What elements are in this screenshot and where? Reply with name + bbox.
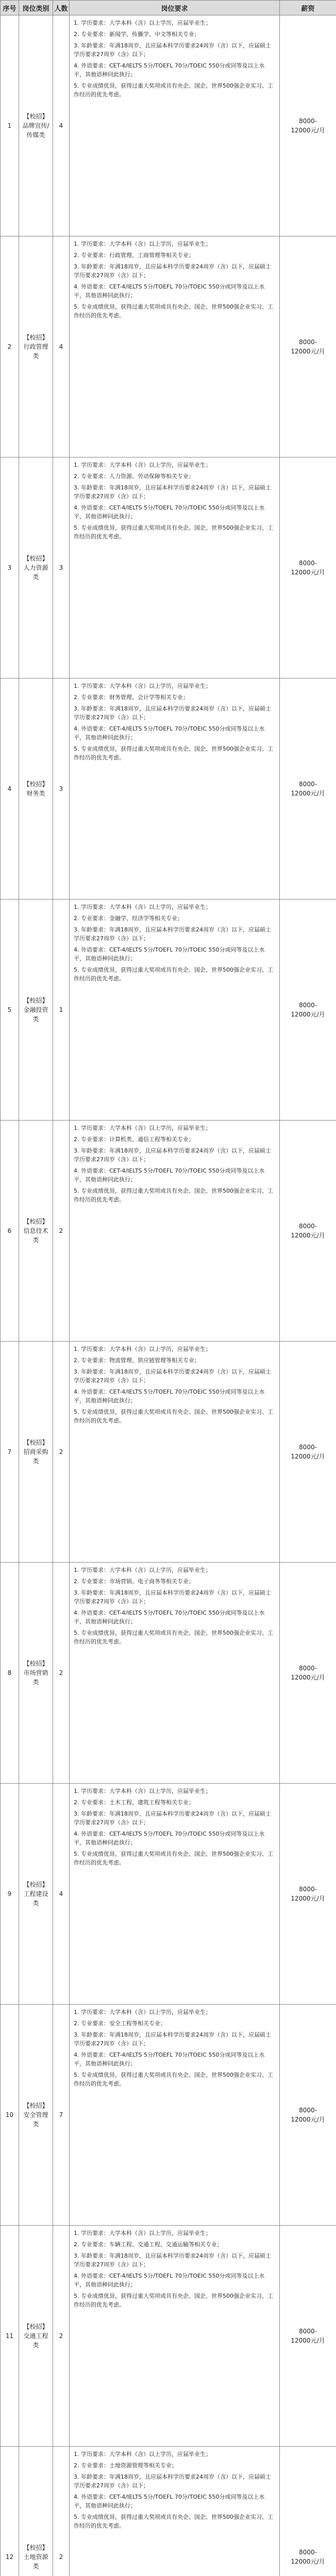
requirement-item: 3. 年龄要求：年满18周岁，且应届本科学历要求24周岁（含）以下，应届硕士学历要求27周岁（含）以下； — [74, 926, 271, 942]
row-seq: 12 — [1, 2447, 19, 2576]
requirement-item: 2. 专业要求：土地资源管理等相关专业； — [74, 2462, 177, 2469]
table-row — [1, 900, 336, 1121]
row-requirements — [70, 900, 280, 1121]
row-count: 2 — [53, 2447, 70, 2576]
row-category: 【校招】 信息技术 类 — [19, 1121, 53, 1342]
row-salary: 8000- 12000元/月 — [280, 2005, 336, 2226]
row-category: 【校招】 土地资源 类 — [19, 2447, 53, 2576]
table-row — [1, 457, 336, 679]
requirement-item: 3. 年龄要求：年满18周岁，且应届本科学历要求24周岁（含）以下，应届硕士学历要求27周岁（含）以下； — [74, 484, 271, 500]
requirement-item: 1. 学历要求：大学本科（含）以上学历，应届毕业生； — [74, 2009, 211, 2015]
row-category: 【校招】 品牌宣传/ 传媒类 — [19, 15, 53, 236]
requirement-item: 2. 专业要求：土木工程、建筑工程等相关专业； — [74, 1799, 194, 1806]
row-salary: 8000- 12000元/月 — [280, 2447, 336, 2576]
requirement-item: 4. 外语要求：CET-4/IELTS 5分/TOEFL 70分/TOEIC 550分或同等及以上水平，其他语种同此执行； — [74, 1831, 265, 1846]
row-count: 3 — [53, 457, 70, 679]
row-salary: 8000- 12000元/月 — [280, 457, 336, 679]
row-count: 2 — [53, 1121, 70, 1342]
requirement-item: 4. 外语要求：CET-4/IELTS 5分/TOEFL 70分/TOEIC 550分或同等及以上水平，其他语种同此执行； — [74, 1167, 265, 1183]
requirement-item: 1. 学历要求：大学本科（含）以上学历，应届毕业生； — [74, 1125, 211, 1131]
requirement-item: 5. 专业成绩优异，获得过重大奖项或具有央企、国企、世界500强企业实习、工作经历的优先考虑。 — [74, 1409, 273, 1425]
row-seq: 1 — [1, 15, 19, 236]
requirement-item: 4. 外语要求：CET-4/IELTS 5分/TOEFL 70分/TOEIC 550分或同等及以上水平，其他语种同此执行； — [74, 946, 265, 962]
requirement-item: 3. 年龄要求：年满18周岁，且应届本科学历要求24周岁（含）以下，应届硕士学历要求27周岁（含）以下； — [74, 705, 271, 721]
row-salary: 8000- 12000元/月 — [280, 236, 336, 457]
row-count: 4 — [53, 1784, 70, 2005]
requirement-item: 5. 专业成绩优异，获得过重大奖项或具有央企、国企、世界500强企业实习、工作经历的优先考虑。 — [74, 967, 273, 982]
row-salary: 8000- 12000元/月 — [280, 2226, 336, 2447]
row-requirements — [70, 2447, 280, 2576]
row-seq: 4 — [1, 679, 19, 900]
requirement-item: 5. 专业成绩优异，获得过重大奖项或具有央企、国企、世界500强企业实习、工作经历的优先考虑。 — [74, 2514, 273, 2530]
row-seq: 8 — [1, 1563, 19, 1784]
requirement-item: 2. 专业要求：车辆工程、交通工程、交通运输等相关专业； — [74, 2241, 223, 2248]
requirement-item: 4. 外语要求：CET-4/IELTS 5分/TOEFL 70分/TOEIC 550分或同等及以上水平，其他语种同此执行； — [74, 2052, 265, 2067]
requirement-item: 4. 外语要求：CET-4/IELTS 5分/TOEFL 70分/TOEIC 550分或同等及以上水平，其他语种同此执行； — [74, 2494, 265, 2510]
requirement-item: 1. 学历要求：大学本科（含）以上学历，应届毕业生； — [74, 904, 211, 910]
requirement-item: 1. 学历要求：大学本科（含）以上学历，应届毕业生； — [74, 241, 211, 247]
requirement-item: 2. 专业要求：财务管理、会计学等相关专业； — [74, 694, 189, 701]
requirement-item: 4. 外语要求：CET-4/IELTS 5分/TOEFL 70分/TOEIC 550分或同等及以上水平，其他语种同此执行； — [74, 283, 265, 299]
requirement-item: 4. 外语要求：CET-4/IELTS 5分/TOEFL 70分/TOEIC 550分或同等及以上水平，其他语种同此执行； — [74, 1609, 265, 1625]
requirement-item: 5. 专业成绩优异，获得过重大奖项或具有央企、国企、世界500强企业实习、工作经历的优先考虑。 — [74, 1851, 273, 1867]
requirement-item: 3. 年龄要求：年满18周岁，且应届本科学历要求24周岁（含）以下，应届硕士学历要求27周岁（含）以下； — [74, 263, 271, 279]
header-category: 岗位类别 — [19, 1, 53, 15]
requirement-item: 2. 专业要求：新闻学、传播学、中文等相关专业； — [74, 31, 200, 38]
table-row — [1, 1121, 336, 1342]
requirement-item: 3. 年龄要求：年满18周岁，且应届本科学历要求24周岁（含）以下，应届硕士学历要求27周岁（含）以下； — [74, 2252, 271, 2268]
row-category: 【校招】 财务类 — [19, 679, 53, 900]
requirement-item: 4. 外语要求：CET-4/IELTS 5分/TOEFL 70分/TOEIC 550分或同等及以上水平，其他语种同此执行； — [74, 2273, 265, 2289]
row-requirements — [70, 2226, 280, 2447]
row-requirements — [70, 236, 280, 457]
row-requirements — [70, 1342, 280, 1563]
header-salary: 薪资 — [280, 1, 336, 15]
requirement-item: 1. 学历要求：大学本科（含）以上学历，应届毕业生； — [74, 2230, 211, 2236]
row-requirements — [70, 15, 280, 236]
requirement-item: 5. 专业成绩优异，获得过重大奖项或具有央企、国企、世界500强企业实习、工作经历的优先考虑。 — [74, 1630, 273, 1646]
row-category: 【校招】 招商采购 类 — [19, 1342, 53, 1563]
table-row — [1, 1342, 336, 1563]
row-count: 4 — [53, 236, 70, 457]
row-category: 【校招】 人力资源 类 — [19, 457, 53, 679]
table-row — [1, 1563, 336, 1784]
requirement-item: 3. 年龄要求：年满18周岁，且应届本科学历要求24周岁（含）以下，应届硕士学历要求27周岁（含）以下； — [74, 1147, 271, 1163]
row-salary: 8000- 12000元/月 — [280, 1342, 336, 1563]
requirement-item: 1. 学历要求：大学本科（含）以上学历，应届毕业生； — [74, 20, 211, 26]
table-row — [1, 2226, 336, 2447]
header-seq: 序号 — [1, 1, 19, 15]
row-category: 【校招】 市场营销 类 — [19, 1563, 53, 1784]
requirement-item: 5. 专业成绩优异，获得过重大奖项或具有央企、国企、世界500强企业实习、工作经历的优先考虑。 — [74, 2293, 273, 2309]
row-category: 【校招】 行政管理 类 — [19, 236, 53, 457]
requirement-item: 1. 学历要求：大学本科（含）以上学历，应届毕业生； — [74, 1788, 211, 1794]
row-count: 4 — [53, 15, 70, 236]
requirement-item: 3. 年龄要求：年满18周岁，且应届本科学历要求24周岁（含）以下，应届硕士学历要求27周岁（含）以下； — [74, 1368, 271, 1384]
table-row — [1, 15, 336, 236]
row-category: 【校招】 金融投资 类 — [19, 900, 53, 1121]
row-seq: 2 — [1, 236, 19, 457]
table-row — [1, 236, 336, 457]
requirement-item: 1. 学历要求：大学本科（含）以上学历，应届毕业生； — [74, 2451, 211, 2458]
row-category: 【校招】 安全管理 类 — [19, 2005, 53, 2226]
requirement-item: 1. 学历要求：大学本科（含）以上学历，应届毕业生； — [74, 683, 211, 689]
row-seq: 10 — [1, 2005, 19, 2226]
row-count: 2 — [53, 2226, 70, 2447]
row-category: 【校招】 工程建设 类 — [19, 1784, 53, 2005]
row-requirements — [70, 1121, 280, 1342]
row-seq: 7 — [1, 1342, 19, 1563]
row-requirements — [70, 679, 280, 900]
row-requirements — [70, 1563, 280, 1784]
requirement-item: 5. 专业成绩优异，获得过重大奖项或具有央企、国企、世界500强企业实习、工作经历的优先考虑。 — [74, 1188, 273, 1204]
row-count: 2 — [53, 1342, 70, 1563]
row-seq: 9 — [1, 1784, 19, 2005]
table-row — [1, 2447, 336, 2576]
row-seq: 3 — [1, 457, 19, 679]
header-row — [1, 1, 336, 15]
requirement-item: 2. 专业要求：安全工程等相关专业； — [74, 2020, 166, 2027]
row-requirements — [70, 1784, 280, 2005]
requirement-item: 5. 专业成绩优异，获得过重大奖项或具有央企、国企、世界500强企业实习、工作经历的优先考虑。 — [74, 303, 273, 319]
requirement-item: 2. 专业要求：金融学、经济学等相关专业； — [74, 915, 183, 922]
requirement-item: 3. 年龄要求：年满18周岁，且应届本科学历要求24周岁（含）以下，应届硕士学历要求27周岁（含）以下； — [74, 2031, 271, 2047]
row-requirements — [70, 2005, 280, 2226]
table-row — [1, 1784, 336, 2005]
requirement-item: 3. 年龄要求：年满18周岁，且应届本科学历要求24周岁（含）以下，应届硕士学历要求27周岁（含）以下； — [74, 2473, 271, 2489]
requirement-item: 1. 学历要求：大学本科（含）以上学历，应届毕业生； — [74, 1346, 211, 1352]
requirement-item: 4. 外语要求：CET-4/IELTS 5分/TOEFL 70分/TOEIC 550分或同等及以上水平，其他语种同此执行； — [74, 725, 265, 741]
requirement-item: 4. 外语要求：CET-4/IELTS 5分/TOEFL 70分/TOEIC 550分或同等及以上水平，其他语种同此执行； — [74, 62, 265, 78]
requirement-item: 5. 专业成绩优异，获得过重大奖项或具有央企、国企、世界500强企业实习、工作经历的优先考虑。 — [74, 745, 273, 761]
header-requirements: 岗位要求 — [70, 1, 280, 15]
row-salary: 8000- 12000元/月 — [280, 15, 336, 236]
requirement-item: 2. 专业要求：物流管理、供应链管理等相关专业； — [74, 1357, 200, 1364]
row-salary: 8000- 12000元/月 — [280, 1784, 336, 2005]
requirement-item: 4. 外语要求：CET-4/IELTS 5分/TOEFL 70分/TOEIC 550分或同等及以上水平，其他语种同此执行； — [74, 504, 265, 520]
row-salary: 8000- 12000元/月 — [280, 1563, 336, 1784]
requirement-item: 2. 专业要求：市场营销、电子商务等相关专业； — [74, 1578, 194, 1585]
requirement-item: 5. 专业成绩优异，获得过重大奖项或具有央企、国企、世界500强企业实习、工作经历的优先考虑。 — [74, 524, 273, 540]
requirement-item: 3. 年龄要求：年满18周岁，且应届本科学历要求24周岁（含）以下，应届硕士学历要求27周岁（含）以下； — [74, 1589, 271, 1605]
requirement-item: 4. 外语要求：CET-4/IELTS 5分/TOEFL 70分/TOEIC 550分或同等及以上水平，其他语种同此执行； — [74, 1388, 265, 1404]
table-row — [1, 2005, 336, 2226]
header-count: 人数 — [53, 1, 70, 15]
row-count: 7 — [53, 2005, 70, 2226]
table-row — [1, 679, 336, 900]
row-count: 1 — [53, 900, 70, 1121]
requirement-item: 2. 专业要求：人力资源、劳动保障等相关专业； — [74, 473, 194, 480]
requirement-item: 2. 专业要求：行政管理、工商管理等相关专业； — [74, 252, 194, 259]
row-seq: 5 — [1, 900, 19, 1121]
row-requirements — [70, 457, 280, 679]
requirement-item: 3. 年龄要求：年满18周岁，且应届本科学历要求24周岁（含）以下，应届硕士学历要求27周岁（含）以下； — [74, 42, 271, 58]
requirement-item: 5. 专业成绩优异，获得过重大奖项或具有央企、国企、世界500强企业实习、工作经历的优先考虑。 — [74, 82, 273, 98]
row-salary: 8000- 12000元/月 — [280, 679, 336, 900]
row-seq: 6 — [1, 1121, 19, 1342]
requirement-item: 3. 年龄要求：年满18周岁，且应届本科学历要求24周岁（含）以下，应届硕士学历要求27周岁（含）以下； — [74, 1810, 271, 1826]
row-salary: 8000- 12000元/月 — [280, 1121, 336, 1342]
requirement-item: 2. 专业要求：计算机类、通信工程等相关专业； — [74, 1136, 194, 1143]
row-seq: 11 — [1, 2226, 19, 2447]
requirement-item: 5. 专业成绩优异，获得过重大奖项或具有央企、国企、世界500强企业实习、工作经历的优先考虑。 — [74, 2072, 273, 2088]
requirement-item: 1. 学历要求：大学本科（含）以上学历，应届毕业生； — [74, 462, 211, 468]
requirement-item: 1. 学历要求：大学本科（含）以上学历，应届毕业生； — [74, 1567, 211, 1573]
row-count: 3 — [53, 679, 70, 900]
row-category: 【校招】 交通工程 类 — [19, 2226, 53, 2447]
row-salary: 8000- 12000元/月 — [280, 900, 336, 1121]
row-count: 2 — [53, 1563, 70, 1784]
